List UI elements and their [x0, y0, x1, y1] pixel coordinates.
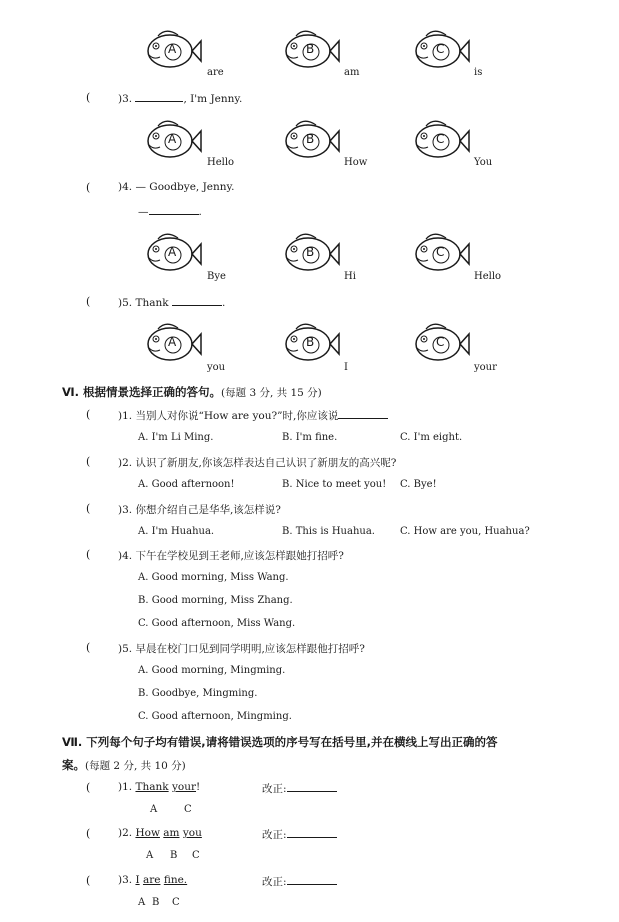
- fish-letter: A: [168, 132, 177, 146]
- fish-option-a: [140, 115, 202, 165]
- answer-paren[interactable]: (: [86, 548, 91, 561]
- fish-option-c: [408, 228, 470, 278]
- question-4: )4. — Goodbye, Jenny.: [118, 181, 235, 193]
- fish-letter: B: [306, 335, 315, 349]
- fish-label: Hello: [207, 157, 235, 168]
- fish-label: I: [344, 362, 348, 373]
- fish-option-a: [140, 25, 202, 75]
- option-letter: C: [172, 897, 180, 908]
- section-7-title: Ⅶ. 下列每个句子均有错误,请将错误选项的序号写在括号里,并在横线上写出正确的答: [62, 735, 498, 749]
- correction-label: 改正:: [262, 827, 337, 842]
- answer-paren[interactable]: (: [86, 455, 91, 468]
- s6-question-3: )3. 你想介绍自己是华华,该怎样说?: [118, 504, 281, 516]
- fish-label: How: [344, 157, 368, 168]
- question-5: )5. Thank .: [118, 297, 226, 309]
- fish-letter: C: [436, 132, 445, 146]
- section-7-title-cont: 案。(每题 2 分, 共 10 分): [62, 758, 186, 772]
- fish-option-b: [278, 25, 340, 75]
- s6-question-4: )4. 下午在学校见到王老师,应该怎样跟她打招呼?: [118, 550, 344, 562]
- answer-paren[interactable]: (: [86, 781, 91, 794]
- fish-letter: B: [306, 132, 315, 146]
- answer-blank[interactable]: [135, 91, 183, 102]
- fish-option-c: [408, 115, 470, 165]
- correction-label: 改正:: [262, 874, 337, 889]
- s6-question-2: )2. 认识了新朋友,你该怎样表达自己认识了新朋友的高兴呢?: [118, 457, 397, 469]
- question-3: )3. , I'm Jenny.: [118, 93, 243, 105]
- option-a: A. Good morning, Mingming.: [138, 665, 286, 676]
- answer-paren[interactable]: (: [86, 641, 91, 654]
- answer-paren[interactable]: (: [86, 874, 91, 887]
- s6-question-5: )5. 早晨在校门口见到同学明明,应该怎样跟他打招呼?: [118, 643, 365, 655]
- answer-paren[interactable]: (: [86, 181, 91, 194]
- fish-label: are: [207, 67, 224, 78]
- option-c: C. Good afternoon, Mingming.: [138, 711, 292, 722]
- option-b: B. Good morning, Miss Zhang.: [138, 595, 293, 606]
- s7-question-2: )2. How am you: [118, 827, 202, 839]
- correction-blank[interactable]: [287, 827, 337, 838]
- fish-label: you: [207, 362, 226, 373]
- option-b: B. Goodbye, Mingming.: [138, 688, 258, 699]
- fish-option-b: [278, 115, 340, 165]
- answer-blank[interactable]: [149, 204, 199, 215]
- fish-label: am: [344, 67, 360, 78]
- correction-label: 改正:: [262, 781, 337, 796]
- fish-option-c: [408, 25, 470, 75]
- fish-letter: C: [436, 245, 445, 259]
- correction-blank[interactable]: [287, 874, 337, 885]
- question-4-reply: — .: [138, 206, 202, 218]
- option-letter: C: [192, 850, 200, 861]
- option-letter: A: [150, 804, 158, 815]
- fish-option-b: [278, 318, 340, 368]
- fish-letter: A: [168, 245, 177, 259]
- option-b: B. This is Huahua.: [282, 526, 375, 537]
- option-letter: A: [138, 897, 146, 908]
- option-b: B. I'm fine.: [282, 432, 338, 443]
- fish-option-a: [140, 228, 202, 278]
- answer-paren[interactable]: (: [86, 408, 91, 421]
- fish-label: Bye: [207, 271, 226, 282]
- fish-letter: A: [168, 335, 177, 349]
- option-letter: B: [170, 850, 178, 861]
- s7-question-3: )3. I are fine.: [118, 874, 188, 886]
- option-c: C. Bye!: [400, 479, 437, 490]
- option-b: B. Nice to meet you!: [282, 479, 387, 490]
- answer-blank[interactable]: [172, 295, 222, 306]
- option-letter: B: [152, 897, 160, 908]
- option-a: A. Good afternoon!: [138, 479, 235, 490]
- answer-paren[interactable]: (: [86, 295, 91, 308]
- option-c: C. Good afternoon, Miss Wang.: [138, 618, 296, 629]
- fish-label: Hi: [344, 271, 356, 282]
- s6-question-1: )1. 当别人对你说“How are you?”时,你应该说: [118, 408, 388, 423]
- fish-letter: B: [306, 42, 315, 56]
- option-letter: A: [146, 850, 154, 861]
- fish-label: your: [474, 362, 497, 373]
- fish-option-a: [140, 318, 202, 368]
- answer-paren[interactable]: (: [86, 827, 91, 840]
- fish-label: You: [474, 157, 493, 168]
- correction-blank[interactable]: [287, 781, 337, 792]
- option-a: A. I'm Huahua.: [138, 526, 215, 537]
- fish-label: is: [474, 67, 483, 78]
- fish-letter: C: [436, 42, 445, 56]
- answer-paren[interactable]: (: [86, 91, 91, 104]
- fish-letter: A: [168, 42, 177, 56]
- fish-letter: C: [436, 335, 445, 349]
- s7-question-1: )1. Thank your!: [118, 781, 201, 793]
- option-a: A. Good morning, Miss Wang.: [138, 572, 289, 583]
- option-c: C. I'm eight.: [400, 432, 463, 443]
- option-letter: C: [184, 804, 192, 815]
- fish-option-b: [278, 228, 340, 278]
- option-a: A. I'm Li Ming.: [138, 432, 214, 443]
- fish-letter: B: [306, 245, 315, 259]
- fish-label: Hello: [474, 271, 502, 282]
- answer-blank[interactable]: [338, 408, 388, 419]
- answer-paren[interactable]: (: [86, 502, 91, 515]
- section-6-title: Ⅵ. 根据情景选择正确的答句。(每题 3 分, 共 15 分): [62, 385, 322, 399]
- fish-option-c: [408, 318, 470, 368]
- option-c: C. How are you, Huahua?: [400, 526, 530, 537]
